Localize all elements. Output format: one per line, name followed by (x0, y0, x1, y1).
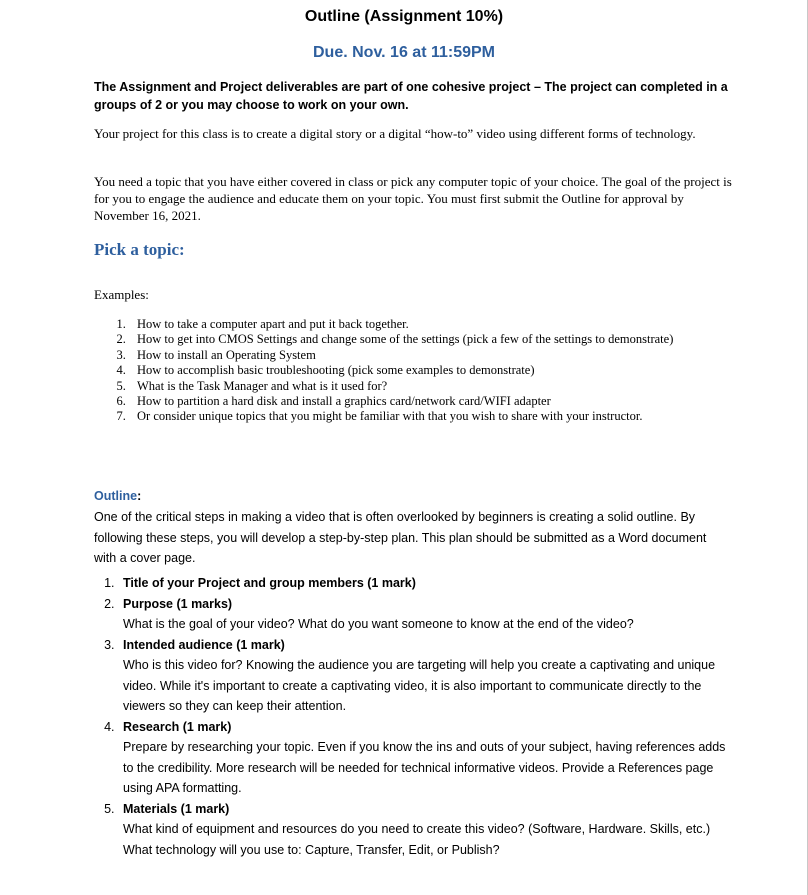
list-item (118, 799, 738, 861)
list-item: 4. How to accomplish basic troubleshooting (pick some examples to demonstrate) (129, 363, 749, 378)
step-title: 5. Materials (1 mark) (123, 801, 230, 816)
list-item: 2. How to get into CMOS Settings and change some of the settings (pick a few of the settings to demonstrate) (129, 332, 749, 347)
list-item: 7. Or consider unique topics that you might be familiar with that you wish to share with your instructor. (129, 409, 749, 424)
step-title: 1. Title of your Project and group members (1 mark) (123, 576, 416, 590)
examples-label: Examples: (94, 287, 149, 302)
list-item: 1. How to take a computer apart and put it back together. (129, 317, 749, 332)
list-item (118, 573, 738, 594)
list-item (118, 717, 738, 799)
list-item: 3. How to install an Operating System (129, 348, 749, 363)
step-title: 4. Research (1 mark) (123, 719, 232, 734)
due-date: Due. Nov. 16 at 11:59PM (313, 44, 495, 61)
outline-body: One of the critical steps in making a video that is often overlooked by beginners is creating a solid outline. By following these steps, you will develop a step-by-step plan. This plan should be submitted as a Word document with a cover page. (94, 510, 707, 565)
step-description: Prepare by researching your topic. Even if you know the ins and outs of your subject, having references adds to the credibility. More research will be needed for technical informative videos. Provide a References page using APA formatting. (123, 740, 726, 795)
project-description: Your project for this class is to create a digital story or a digital “how-to” video using different forms of technology. (94, 126, 696, 141)
page-title: Outline (Assignment 10%) (304, 8, 504, 25)
outline-heading-colon: : (137, 489, 142, 503)
step-title: 2. Purpose (1 marks) (123, 596, 233, 611)
list-item: 5. What is the Task Manager and what is it used for? (129, 379, 749, 394)
step-description: What kind of equipment and resources do you need to create this video? (Software, Hardware. Skills, etc.) What technology will you use to: Capture, Transfer, Edit, or Publish? (123, 822, 711, 857)
list-item (118, 635, 738, 717)
step-description: What is the goal of your video? What do you want someone to know at the end of the video? (123, 617, 634, 631)
outline-steps-list (94, 573, 738, 860)
step-title: 3. Intended audience (1 mark) (123, 637, 285, 652)
list-item (118, 594, 738, 635)
step-description: Who is this video for? Knowing the audience you are targeting will help you create a captivating and unique video. While it's important to create a captivating video, it is also important to communicate directly to the viewers so they can keep their attention. (123, 658, 716, 713)
outline-heading (94, 489, 734, 503)
pick-topic-heading: Pick a topic: (94, 240, 185, 259)
topic-description: You need a topic that you have either covered in class or pick any computer topic of your choice. The goal of the project is for you to engage the audience and educate them on your topic. You must first submit the Outline for approval by November 16, 2021. (94, 174, 732, 223)
examples-list (94, 317, 749, 425)
intro-paragraph: The Assignment and Project deliverables are part of one cohesive project – The project can completed in a groups of 2 or you may choose to work on your own. (94, 80, 728, 112)
list-item: 6. How to partition a hard disk and install a graphics card/network card/WIFI adapter (129, 394, 749, 409)
outline-heading-text: Outline (94, 489, 138, 503)
